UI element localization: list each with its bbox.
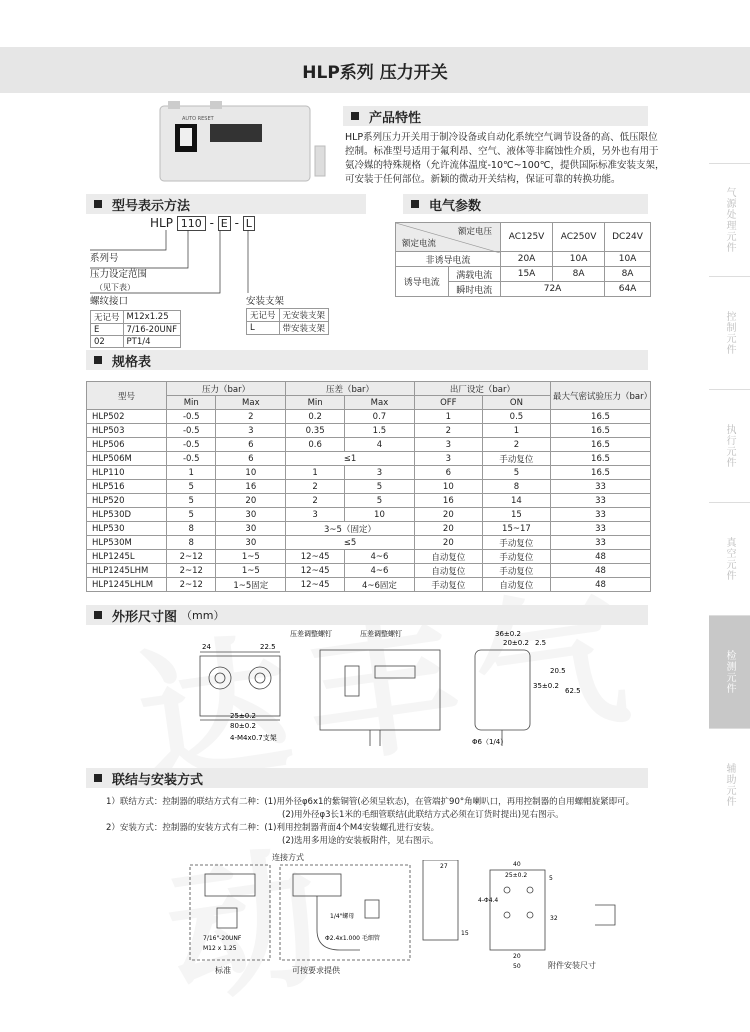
table-cell: ≤1 <box>286 452 415 466</box>
install-drawings <box>185 860 655 970</box>
table-cell: 16.5 <box>551 438 651 452</box>
table-row <box>87 494 651 508</box>
table-row <box>87 424 651 438</box>
dim-2-5: 2.5 <box>535 639 547 647</box>
table-cell: 手动复位 <box>482 536 550 550</box>
model-port-label: 螺纹接口 <box>90 296 129 307</box>
table-cell: HLP506M <box>87 452 167 466</box>
table-cell: HLP1245LHLM <box>87 578 167 592</box>
table-row <box>87 452 651 466</box>
table-cell: 0.6 <box>286 438 345 452</box>
table-cell: 12~45 <box>286 578 345 592</box>
product-photo <box>150 96 335 191</box>
table-cell: 16.5 <box>551 466 651 480</box>
diff-screw-label: 压差调整螺钉 <box>290 630 332 638</box>
bracket-dim-25: 25±0.2 <box>505 872 528 879</box>
table-row <box>87 550 651 564</box>
table-cell: 0.35 <box>286 424 345 438</box>
table-cell: 6 <box>414 466 482 480</box>
standard-label: 标准 <box>215 966 231 975</box>
table-cell: 5 <box>167 494 216 508</box>
table-cell: 5 <box>167 480 216 494</box>
table-cell: 6 <box>216 438 286 452</box>
quarter-nut-label: 1/4"螺母 <box>330 913 355 920</box>
sidebar-item-auxiliary[interactable]: 辅助元件 <box>709 728 750 841</box>
table-cell: 手动复位 <box>414 578 482 592</box>
sidebar-item-control[interactable]: 控制元件 <box>709 276 750 389</box>
table-cell: 8 <box>167 522 216 536</box>
table-cell: 4~6固定 <box>345 578 415 592</box>
table-cell: 0.2 <box>286 410 345 424</box>
dim-22-5: 22.5 <box>260 643 276 651</box>
table-row <box>87 508 651 522</box>
table-cell: 3 <box>414 452 482 466</box>
table-cell: 2~12 <box>167 564 216 578</box>
bracket-dim-label: 附件安装尺寸 <box>548 961 596 970</box>
table-cell: HLP1245LHM <box>87 564 167 578</box>
table-cell: 33 <box>551 536 651 550</box>
dim-80: 80±0.2 <box>230 722 256 730</box>
features-header: 产品特性 <box>343 106 648 126</box>
table-cell: HLP530M <box>87 536 167 550</box>
product-label: AUTO RESET <box>182 116 214 122</box>
table-cell: HLP516 <box>87 480 167 494</box>
table-cell: 1 <box>482 424 550 438</box>
table-cell: -0.5 <box>167 410 216 424</box>
table-row <box>87 522 651 536</box>
dim-m4: 4-M4x0.7支架 <box>230 734 277 742</box>
table-cell: 33 <box>551 480 651 494</box>
model-range-label: 压力设定范围 <box>90 269 148 280</box>
table-cell: 自动复位 <box>414 550 482 564</box>
table-cell: 20 <box>414 508 482 522</box>
table-cell: 16 <box>216 480 286 494</box>
model-range-note: （见下表） <box>95 283 135 292</box>
dimension-drawing <box>190 628 635 753</box>
spec-header: 规格表 <box>86 350 648 370</box>
sidebar-item-detection[interactable]: 检测元件 <box>709 615 750 728</box>
table-cell: 自动复位 <box>414 564 482 578</box>
table-cell: 30 <box>216 522 286 536</box>
sidebar-item-air-treatment[interactable]: 气源处理元件 <box>709 163 750 276</box>
table-row <box>87 466 651 480</box>
table-row <box>87 564 651 578</box>
table-cell: 4 <box>345 438 415 452</box>
table-cell: 2~12 <box>167 578 216 592</box>
table-cell: 1~5固定 <box>216 578 286 592</box>
dim-phi6: Φ6（1/4） <box>472 738 508 746</box>
table-cell: 33 <box>551 508 651 522</box>
table-cell: 15 <box>482 508 550 522</box>
table-cell: 10 <box>216 466 286 480</box>
table-row <box>87 410 651 424</box>
bracket-dim-5: 5 <box>549 875 553 882</box>
dim-20-5: 20.5 <box>550 667 566 675</box>
table-cell: 10 <box>414 480 482 494</box>
model-box-port: E <box>218 216 231 231</box>
table-cell: HLP530 <box>87 522 167 536</box>
thread-7-16: 7/16"-20UNF <box>203 935 242 942</box>
bracket-dim-holes: 4-Φ4.4 <box>478 897 499 904</box>
table-cell: 2 <box>482 438 550 452</box>
table-row <box>87 480 651 494</box>
table-cell: 4~6 <box>345 564 415 578</box>
install-header: 联结与安装方式 <box>86 768 648 788</box>
page-title: HLP系列 压力开关 <box>302 63 448 83</box>
capillary-label: Φ2.4x1.000 毛细管 <box>325 935 380 942</box>
bracket-dim-50: 50 <box>513 963 521 970</box>
model-header: 型号表示方法 <box>86 194 366 214</box>
table-cell: -0.5 <box>167 438 216 452</box>
model-series-label: 系列号 <box>90 253 119 264</box>
table-cell: 1 <box>414 410 482 424</box>
dim-20: 20±0.2 <box>503 639 529 647</box>
table-cell: 5 <box>482 466 550 480</box>
table-cell: -0.5 <box>167 452 216 466</box>
table-cell: 33 <box>551 522 651 536</box>
dim-62-5: 62.5 <box>565 687 581 695</box>
table-row <box>87 536 651 550</box>
table-cell: 48 <box>551 578 651 592</box>
table-cell: 1~5 <box>216 550 286 564</box>
table-cell: HLP503 <box>87 424 167 438</box>
table-cell: 5 <box>345 494 415 508</box>
table-cell: 手动复位 <box>482 550 550 564</box>
table-cell: 2 <box>286 494 345 508</box>
table-cell: 4~6 <box>345 550 415 564</box>
table-cell: 48 <box>551 550 651 564</box>
dim-36: 36±0.2 <box>495 630 521 638</box>
table-cell: 12~45 <box>286 550 345 564</box>
table-cell: 3 <box>345 466 415 480</box>
bracket-dim-15: 15 <box>461 930 469 937</box>
table-row <box>87 578 651 592</box>
spec-table: 型号 压力（bar） 压差（bar） 出厂设定（bar） 最大气密试验压力（bar） Min Max Min Max OFF ON HLP502 -0.5 2 0.2 0.7 1 0.5 16.5 HLP503 -0.5 3 0.35 1.5 2 1 16.5 HLP506 -0.5 6 0.6 4 3 2 16.5 HLP506M -0.5 6 ≤1 3 手动复位 16.5 HLP110 1 10 1 3 6 5 16.5 HLP516 5 16 2 5 10 8 33 HLP520 5 20 2 5 16 14 33 HLP530D 5 30 3 10 20 15 33 HLP530 8 30 3~5（固定） 20 15~17 33 HLP530M 8 30 ≤5 20 手动复位 33 HLP1245L 2~12 1~5 12~45 4~6 自动复位 手动复位 48 HLP1245LHM 2~12 1~5 12~45 4~6 自动复位 手动复位 48 HLP1245LHLM 2~12 1~5固定 12~45 4~6固定 手动复位 自动复位 48 <box>86 381 651 592</box>
table-cell: 2~12 <box>167 550 216 564</box>
table-cell: 手动复位 <box>482 564 550 578</box>
dim-25: 25±0.2 <box>230 712 256 720</box>
dimensions-header: 外形尺寸图 （mm） <box>86 605 648 625</box>
table-cell: 30 <box>216 536 286 550</box>
table-cell: HLP1245L <box>87 550 167 564</box>
table-cell: 20 <box>414 522 482 536</box>
port-table: 无记号 M12x1.25 E 7/16-20UNF 02 PT1/4 <box>90 310 181 348</box>
bracket-dim-20: 20 <box>513 953 521 960</box>
table-cell: 12~45 <box>286 564 345 578</box>
table-cell: 3 <box>286 508 345 522</box>
model-box-range: 110 <box>177 216 206 231</box>
table-cell: 16.5 <box>551 452 651 466</box>
table-cell: 0.5 <box>482 410 550 424</box>
category-sidebar <box>709 163 750 863</box>
table-cell: 20 <box>414 536 482 550</box>
table-cell: 1 <box>167 466 216 480</box>
connection-label: 连接方式 <box>272 853 304 862</box>
dim-24: 24 <box>202 643 211 651</box>
thread-m12: M12 x 1.25 <box>203 945 237 952</box>
install-text: 1）联结方式：控制器的联结方式有二种：(1)用外径φ6x1的紫铜管(必须呈软态)，在管端扩90°角喇叭口，再用控制器的自用螺帽旋紧即可。 (2)用外径φ3长1米的毛细管联结(此联结方式必须在订货时提出)见右图示。 2）安装方式：控制器的安装方式有二种：(1)利用控制器背面4个M4安装螺孔进行安装。 (2)选用多用途的安装板附件，见右图示。 <box>106 797 635 846</box>
bracket-dim-27: 27 <box>440 863 448 870</box>
features-text: HLP系列压力开关用于制冷设备或自动化系统空气调节设备的高、低压限位 控制。标准型号适用于氟利昂、空气、液体等非腐蚀性介质，另外也有用于 氨冷媒的特殊规格（允许流体温度-10℃~100℃，提供国际标准安装支架， 可安装于任何部位。新颖的微动开关结构，保证可靠的转换功能。 <box>345 132 665 185</box>
bracket-dim-32: 32 <box>550 915 558 922</box>
table-cell: 自动复位 <box>482 578 550 592</box>
table-cell: 8 <box>482 480 550 494</box>
table-cell: 0.7 <box>345 410 415 424</box>
table-cell: 1~5 <box>216 564 286 578</box>
table-cell: 20 <box>216 494 286 508</box>
bracket-table: 无记号 无安装支架 L 带安装支架 <box>246 308 329 335</box>
table-cell: 6 <box>216 452 286 466</box>
model-bracket-label: 安装支架 <box>246 296 285 307</box>
table-cell: 48 <box>551 564 651 578</box>
table-cell: 5 <box>345 480 415 494</box>
table-cell: HLP502 <box>87 410 167 424</box>
sidebar-item-actuator[interactable]: 执行元件 <box>709 389 750 502</box>
table-cell: ≤5 <box>286 536 415 550</box>
table-cell: HLP110 <box>87 466 167 480</box>
table-cell: 14 <box>482 494 550 508</box>
table-cell: 33 <box>551 494 651 508</box>
table-cell: 3 <box>216 424 286 438</box>
dim-35: 35±0.2 <box>533 682 559 690</box>
table-cell: 15~17 <box>482 522 550 536</box>
model-code: HLP 110 - E - L <box>150 216 255 230</box>
table-cell: HLP520 <box>87 494 167 508</box>
table-cell: 1.5 <box>345 424 415 438</box>
table-cell: HLP530D <box>87 508 167 522</box>
table-cell: 2 <box>414 424 482 438</box>
table-cell: 1 <box>286 466 345 480</box>
table-cell: -0.5 <box>167 424 216 438</box>
table-cell: 30 <box>216 508 286 522</box>
electrical-table: 额定电压 额定电流 AC125V AC250V DC24V 非诱导电流 20A 10A 10A 诱导电流 满载电流 15A 8A 8A 瞬时电流 72A 64A <box>395 222 651 297</box>
table-cell: 2 <box>216 410 286 424</box>
model-box-bracket: L <box>243 216 255 231</box>
electrical-header: 电气参数 <box>403 194 648 214</box>
table-row <box>87 438 651 452</box>
table-cell: 16 <box>414 494 482 508</box>
table-cell: 手动复位 <box>482 452 550 466</box>
table-cell: 2 <box>286 480 345 494</box>
table-cell: 8 <box>167 536 216 550</box>
bracket-dim-40: 40 <box>513 861 521 868</box>
table-cell: 3 <box>414 438 482 452</box>
on-request-label: 可按要求提供 <box>292 966 340 975</box>
table-cell: 10 <box>345 508 415 522</box>
pressure-screw-label: 压差调整螺钉 <box>360 630 402 638</box>
sidebar-item-vacuum[interactable]: 真空元件 <box>709 502 750 615</box>
table-cell: 3~5（固定） <box>286 522 415 536</box>
table-cell: 16.5 <box>551 424 651 438</box>
table-cell: 16.5 <box>551 410 651 424</box>
table-cell: 5 <box>167 508 216 522</box>
table-cell: HLP506 <box>87 438 167 452</box>
